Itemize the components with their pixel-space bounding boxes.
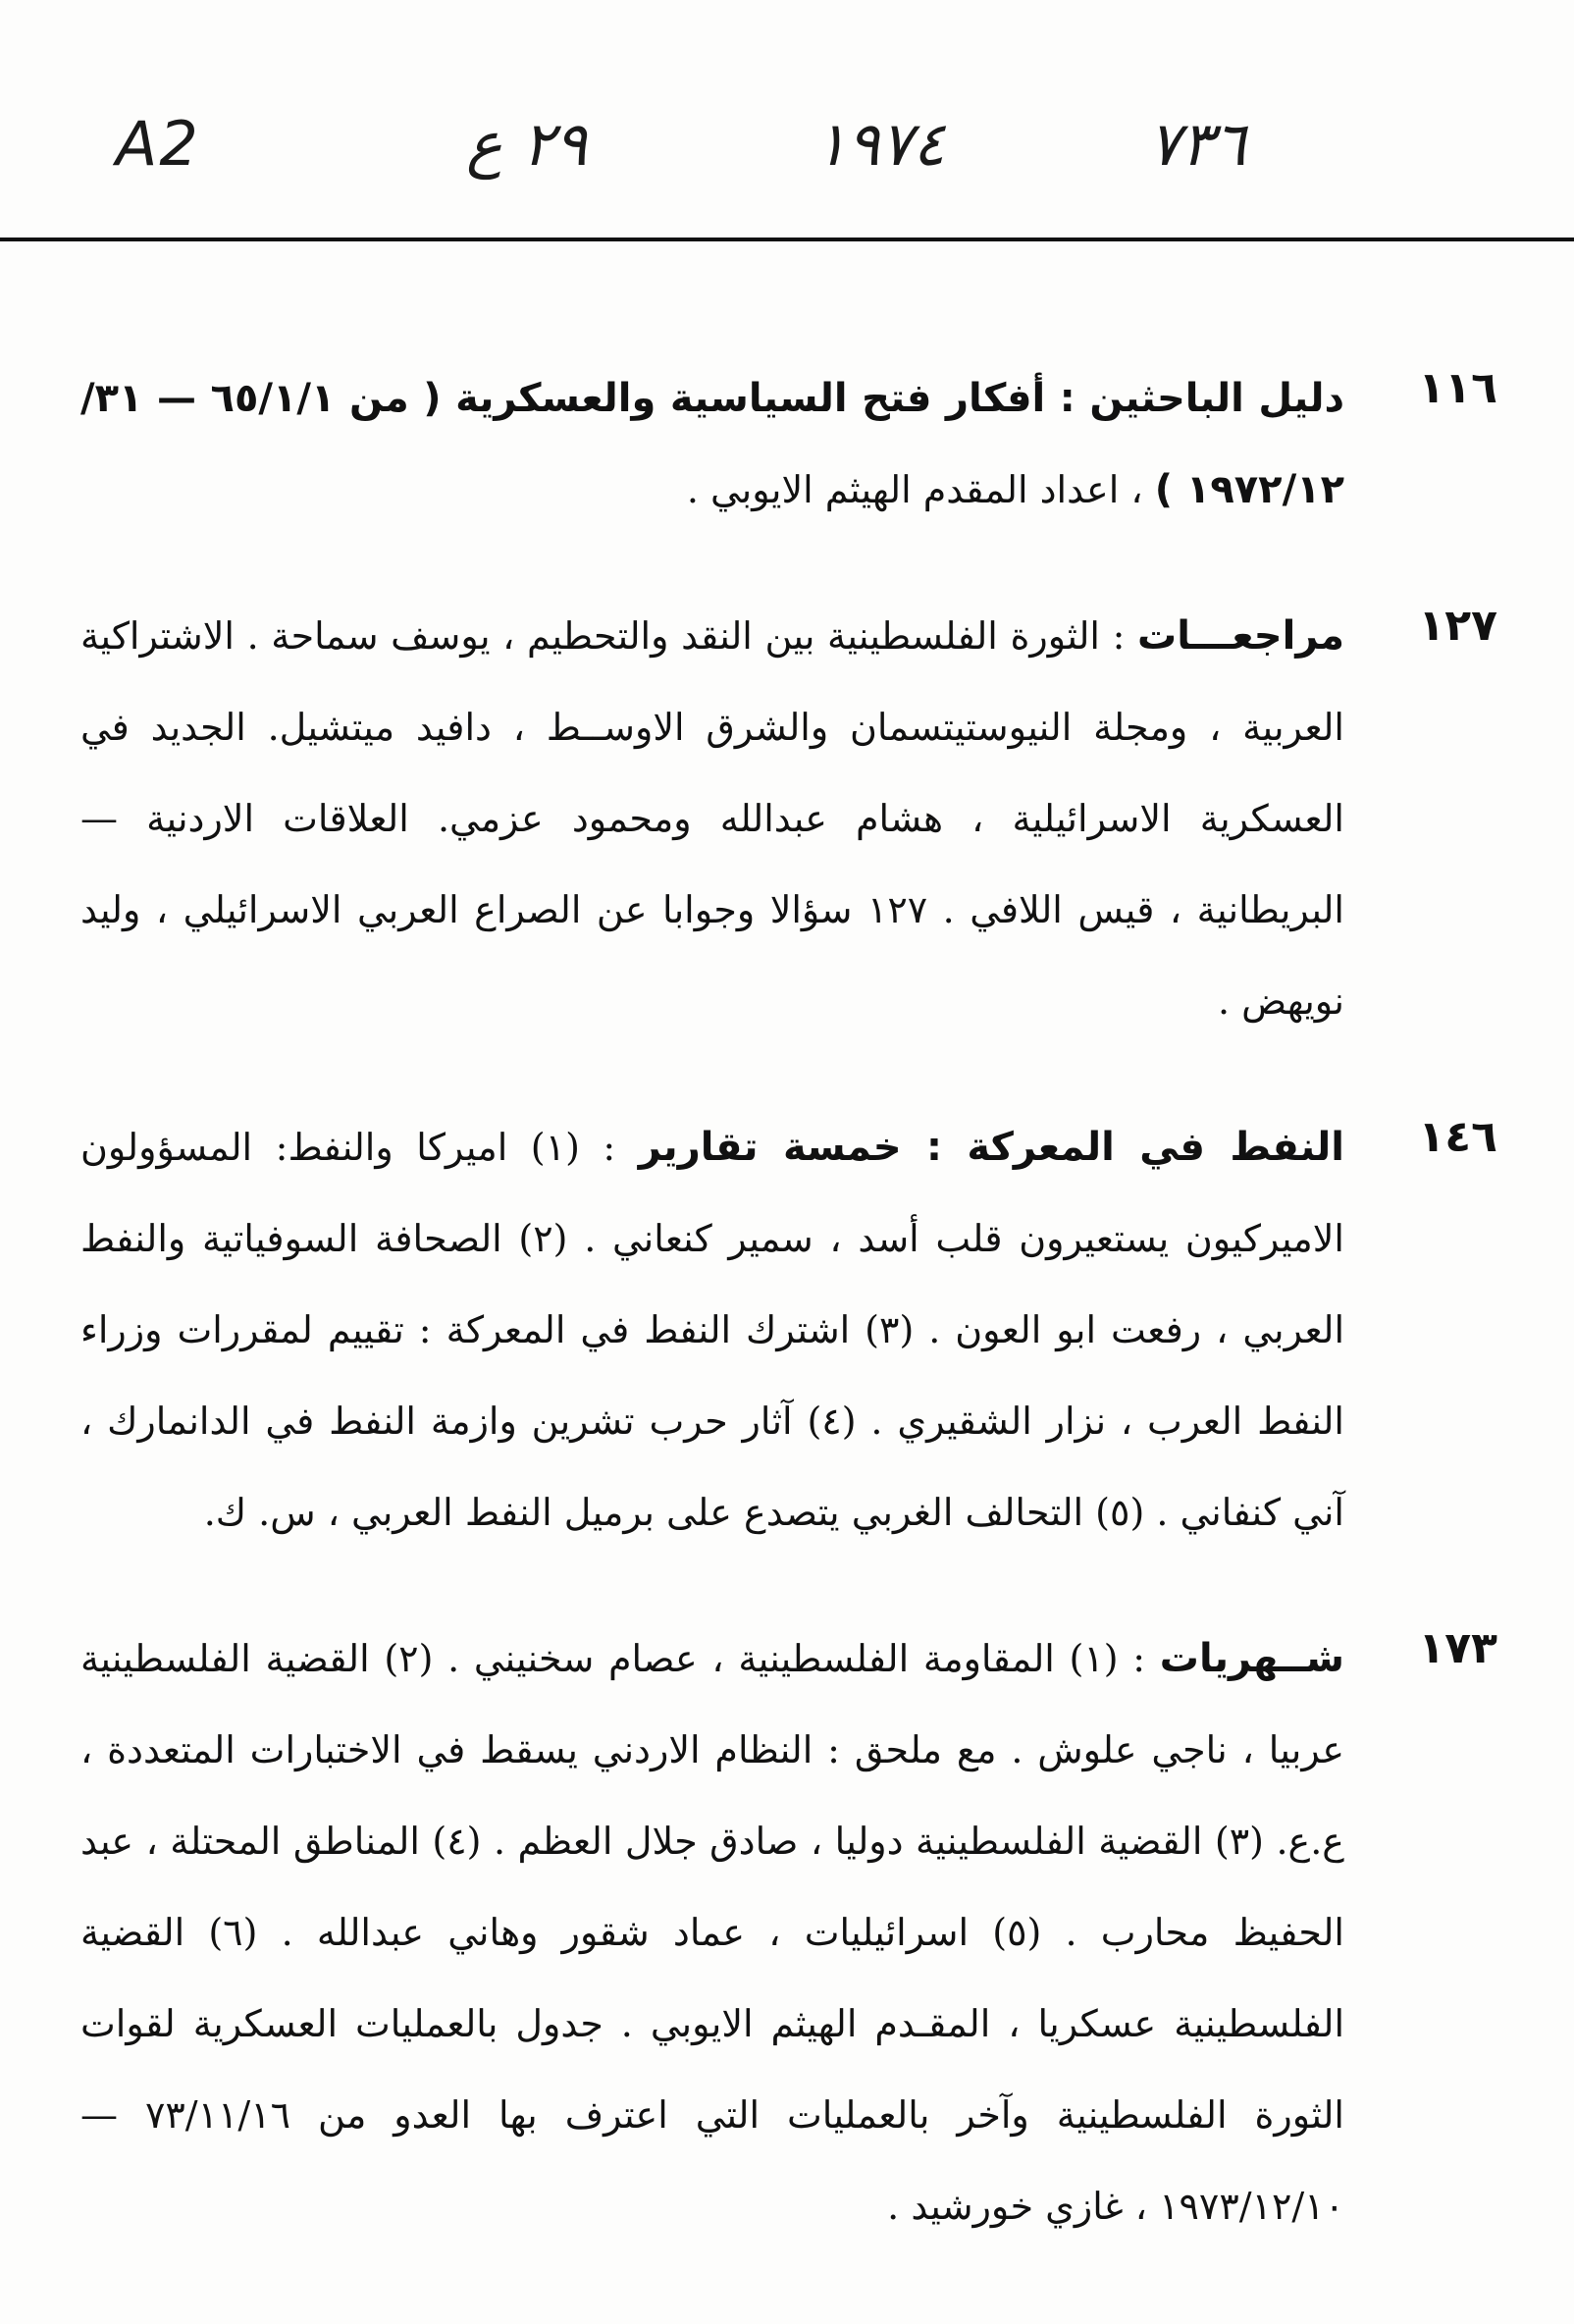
entry-body: ، اعداد المقدم الهيثم الايوبي .: [686, 468, 1155, 511]
entry-page-number: ١٤٦: [1418, 1112, 1497, 1162]
header-rule: [0, 238, 1574, 241]
toc-entry: [0, 591, 1574, 1047]
entry-page-number: ١١٦: [1418, 363, 1497, 413]
entry-title: النفط في المعركة : خمسة تقارير: [638, 1125, 1344, 1170]
entry-title: دليل الباحثين : أفكار فتح السياسية والعسكرية ( من ٦٥/١/١ — ٣١/ ١٩٧٢/١٢ ): [80, 376, 1344, 512]
entry-body: : الثورة الفلسطينية بين النقد والتحطيم ، يوسف سماحة . الاشتراكية العربية ، ومجلة النيوستيتسمان والشرق الاوســط ، دافيد ميتشيل. الجديد في العسكرية الاسرائيلية ، هشام عبدالله ومحمود عزمي. العلاقات الاردنية — البريطانية ، قيس اللافي . ١٢٧ سؤالا وجوابا عن الصراع العربي الاسرائيلي ، وليد نويهض .: [80, 614, 1344, 1023]
entry-body: : (١) المقاومة الفلسطينية ، عصام سخنيني . (٢) القضية الفلسطينية عربيا ، ناجي علوش . مع ملحق : النظام الاردني يسقط في الاختبارات المتعددة ، ع.ع. (٣) القضية الفلسطينية دوليا ، صادق جلال العظم . (٤) المناطق المحتلة ، عبد الحفيظ محارب . (٥) اسرائيليات ، عماد شقور وهاني عبدالله . (٦) القضية الفلسطينية عسكريا ، المقـدم الهيثم الايوبي . جدول بالعمليات العسكرية لقوات الثورة الفلسطينية وآخر بالعمليات التي اعترف بها العدو من ٧٣/١١/١٦ — ١٩٧٣/١٢/١٠ ، غازي خورشيد .: [80, 1637, 1344, 2228]
entry-text: [80, 1613, 1344, 2252]
entry-text: [80, 591, 1344, 1047]
entry-title: مراجعـــات: [1137, 613, 1344, 659]
entry-text: [80, 1102, 1344, 1558]
handwritten-year: ١٩٧٤: [814, 108, 946, 180]
table-of-contents: [0, 353, 1574, 2307]
entry-text: [80, 353, 1344, 536]
toc-entry: [0, 353, 1574, 536]
toc-entry: [0, 1102, 1574, 1558]
entry-title: شــهريات: [1159, 1636, 1344, 1681]
handwritten-code: A2: [116, 108, 200, 180]
handwritten-issue: ٢٩ ع: [466, 108, 588, 180]
handwritten-number: ٧٣٦: [1148, 108, 1246, 180]
entry-page-number: ١٢٧: [1418, 601, 1497, 651]
entry-page-number: ١٧٣: [1418, 1623, 1497, 1673]
toc-entry: [0, 1613, 1574, 2252]
entry-body: : (١) اميركا والنفط: المسؤولون الاميركيون يستعيرون قلب أسد ، سمير كنعاني . (٢) الصحافة السوفياتية والنفط العربي ، رفعت ابو العون . (٣) اشترك النفط في المعركة : تقييم لمقررات وزراء النفط العرب ، نزار الشقيري . (٤) آثار حرب تشرين وازمة النفط في الدانمارك ، آني كنفاني . (٥) التحالف الغربي يتصدع على برميل النفط العربي ، س. ك.: [80, 1126, 1344, 1534]
